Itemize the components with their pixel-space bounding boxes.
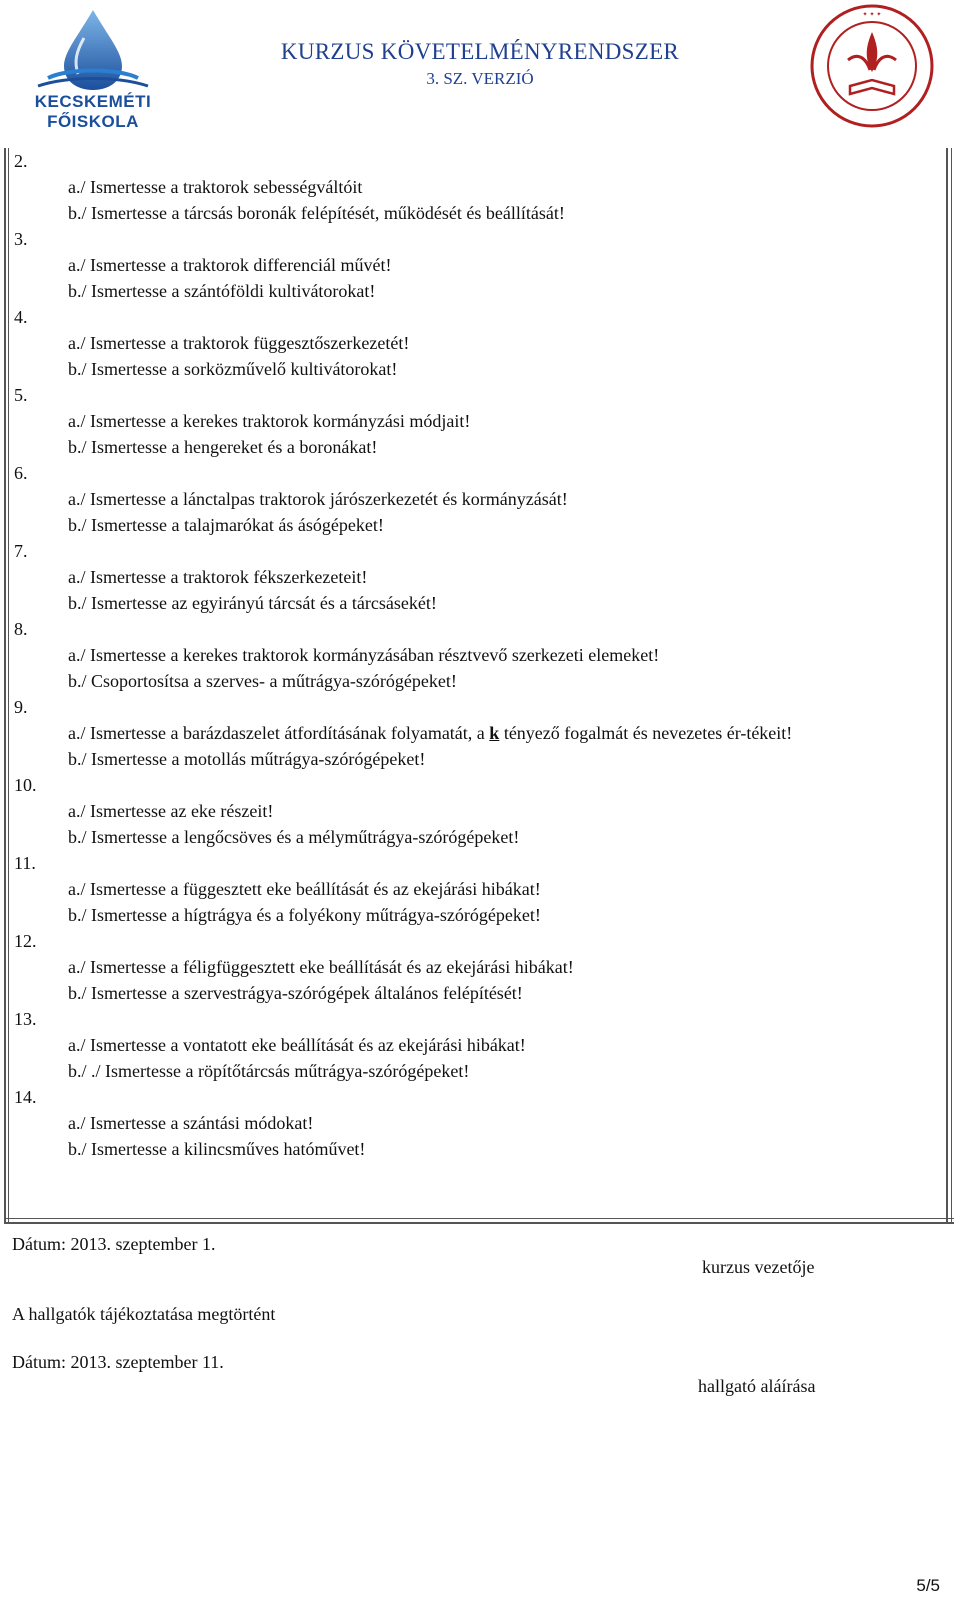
header-title [230,38,730,92]
question-number: 13. [14,1009,37,1029]
question-item [4,382,954,460]
logo-line-1: KECSKEMÉTI [34,92,152,111]
water-drop-icon [18,8,168,92]
question-part-b: b./ Ismertesse a hengereket és a boronákat! [68,437,378,457]
question-part-a-text-end: tényező fogalmát és nevezetes ér-tékeit! [499,723,793,743]
question-part-a-text: a./ Ismertesse a barázdaszelet átfordításának folyamatát, a [68,723,490,743]
faculty-seal [808,2,936,130]
question-part-a: a./ Ismertesse a lánctalpas traktorok járószerkezetét és kormányzását! [68,489,568,509]
course-leader-label: kurzus vezetője [702,1257,815,1277]
question-item [4,850,954,928]
seal-icon [808,2,936,130]
question-part-a: a./ Ismertesse a vontatott eke beállítását és az ekejárási hibákat! [68,1035,526,1055]
date-line-1: Dátum: 2013. szeptember 1. [12,1234,216,1254]
question-item [4,772,954,850]
question-item [4,304,954,382]
question-part-a: a./ Ismertesse a traktorok differenciál művét! [68,255,392,275]
question-number: 3. [14,229,28,249]
question-item [4,148,954,226]
question-number: 2. [14,151,28,171]
question-number: 12. [14,931,37,951]
question-part-a: a./ Ismertesse a kerekes traktorok kormányzási módjait! [68,411,471,431]
question-number: 10. [14,775,37,795]
question-part-b: b./ Ismertesse a sorközművelő kultivátorokat! [68,359,398,379]
logo-line-2: FŐISKOLA [47,112,139,131]
question-list [4,148,954,1162]
question-part-b: b./ Ismertesse a lengőcsöves és a mélyműtrágya-szórógépeket! [68,827,520,847]
question-part-a: a./ Ismertesse a szántási módokat! [68,1113,314,1133]
question-part-a [68,720,930,746]
question-part-a: a./ Ismertesse a függesztett eke beállítását és az ekejárási hibákat! [68,879,541,899]
question-part-b: b./ ./ Ismertesse a röpítőtárcsás műtrágya-szórógépeket! [68,1061,470,1081]
document-version: 3. SZ. VERZIÓ [426,69,534,88]
k-factor-symbol: k [489,723,500,743]
question-part-b: b./ Ismertesse a kilincsműves hatóművet! [68,1139,366,1159]
question-item [4,616,954,694]
question-part-b: b./ Ismertesse az egyirányú tárcsát és a tárcsásekét! [68,593,437,613]
question-item [4,538,954,616]
questions-box [4,148,954,1224]
question-item [4,1006,954,1084]
question-number: 14. [14,1087,37,1107]
question-item [4,460,954,538]
question-item [4,928,954,1006]
question-part-b: b./ Ismertesse a szántóföldi kultivátorokat! [68,281,376,301]
question-item [4,1084,954,1162]
question-part-b: b./ Ismertesse a hígtrágya és a folyékony műtrágya-szórógépeket! [68,905,541,925]
question-number: 5. [14,385,28,405]
question-part-b: b./ Ismertesse a motollás műtrágya-szórógépeket! [68,749,426,769]
question-part-a: a./ Ismertesse a traktorok függesztőszerkezetét! [68,333,410,353]
question-item [4,226,954,304]
question-part-a: a./ Ismertesse a féligfüggesztett eke beállítását és az ekejárási hibákat! [68,957,574,977]
question-part-a: a./ Ismertesse az eke részeit! [68,801,274,821]
question-number: 4. [14,307,28,327]
question-number: 6. [14,463,28,483]
page-number: 5/5 [916,1576,940,1595]
date-line-2: Dátum: 2013. szeptember 11. [12,1352,224,1372]
svg-text:✦ ✦ ✦: ✦ ✦ ✦ [862,11,882,18]
question-part-b: b./ Ismertesse a tárcsás boronák felépítését, működését és beállítását! [68,203,565,223]
informed-line: A hallgatók tájékoztatása megtörtént [12,1304,276,1324]
question-number: 9. [14,697,28,717]
question-part-b: b./ Ismertesse a talajmarókat ás ásógépeket! [68,515,384,535]
student-signature-label: hallgató aláírása [698,1376,816,1396]
college-logo [18,8,168,130]
question-number: 7. [14,541,28,561]
question-number: 8. [14,619,28,639]
question-number: 11. [14,853,36,873]
question-part-a: a./ Ismertesse a traktorok fékszerkezeteit! [68,567,368,587]
document-title: KURZUS KÖVETELMÉNYRENDSZER [280,39,680,64]
question-part-a: a./ Ismertesse a kerekes traktorok kormányzásában résztvevő szerkezeti elemeket! [68,645,660,665]
question-part-b: b./ Csoportosítsa a szerves- a műtrágya-szórógépeket! [68,671,457,691]
question-part-b: b./ Ismertesse a szervestrágya-szórógépek általános felépítését! [68,983,523,1003]
question-part-a: a./ Ismertesse a traktorok sebességváltóit [68,177,363,197]
question-item [4,694,954,772]
